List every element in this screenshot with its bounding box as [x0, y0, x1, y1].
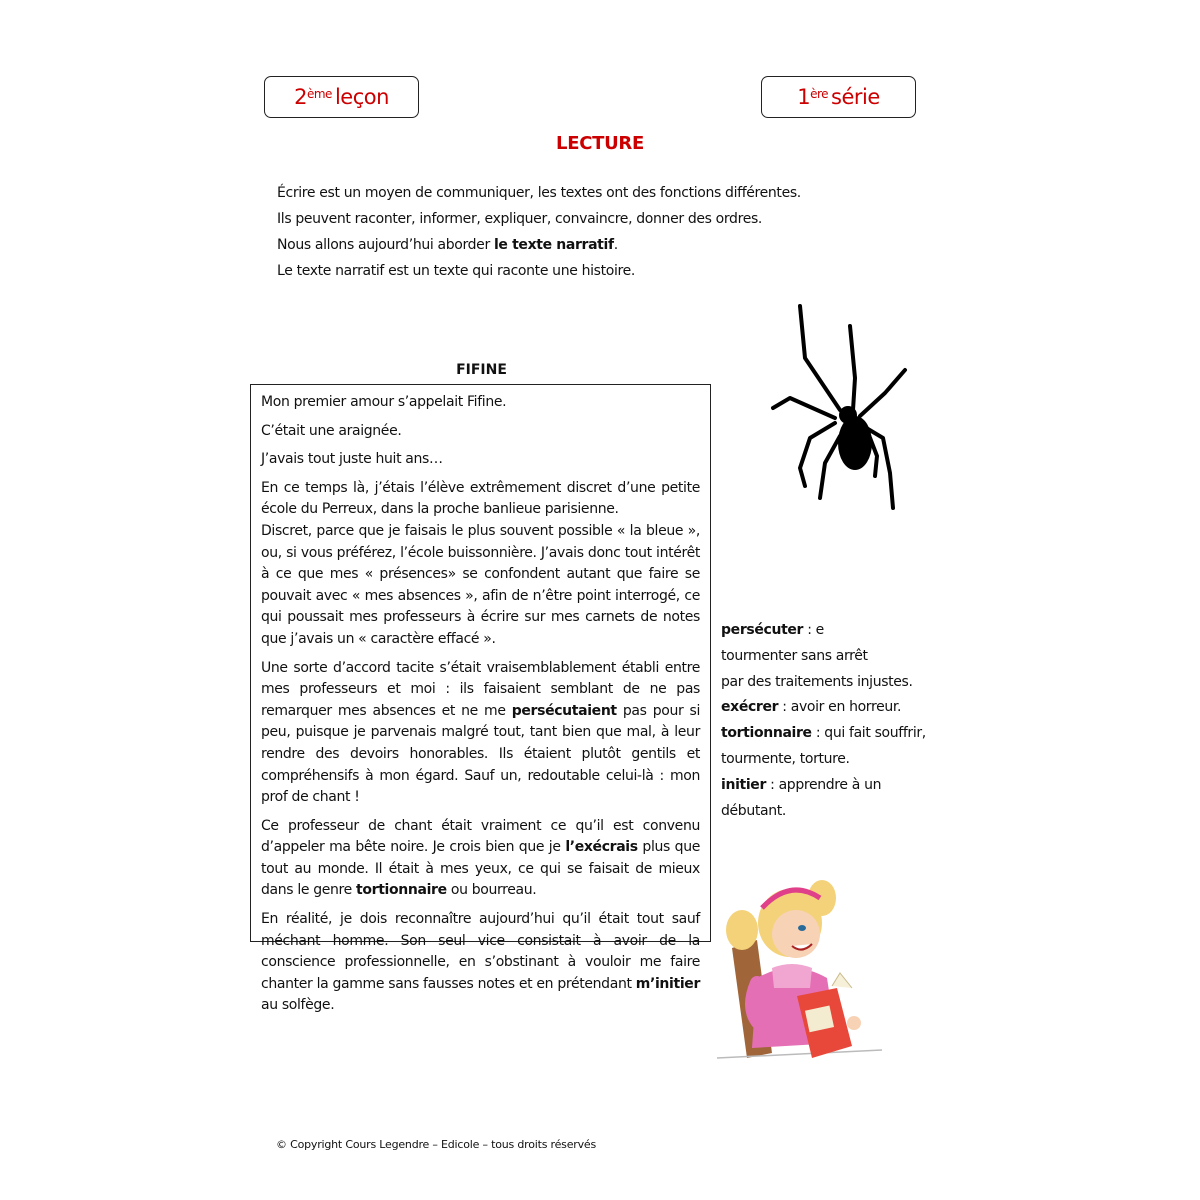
glossary-term: exécrer: [721, 699, 779, 716]
glossary-def: : avoir en horreur.: [778, 699, 902, 716]
story-paragraph: [261, 658, 700, 809]
story-paragraph: [261, 909, 700, 1017]
story-paragraph: J’avais tout juste huit ans…: [261, 451, 443, 468]
intro-line: Le texte narratif est un texte qui raconte une histoire.: [277, 263, 635, 279]
story-title: FIFINE: [456, 362, 507, 378]
story-paragraph: [261, 816, 700, 902]
series-suffix: ère: [810, 87, 829, 101]
vocab-term: m’initier: [635, 975, 700, 992]
series-number: 1: [797, 85, 811, 109]
story-text: au solfège.: [261, 997, 335, 1014]
story-text: plus que tout au monde. Il était à mes yeux, ce qui se faisait de mieux dans le genre: [261, 839, 700, 899]
story-text-box: [250, 384, 711, 1014]
glossary-term: initier: [721, 776, 767, 793]
glossary-def: : qui fait souffrir,: [811, 725, 926, 742]
lesson-badge: [264, 76, 419, 118]
glossary: [721, 618, 936, 824]
glossary-entry: [721, 773, 936, 799]
series-label: série: [831, 85, 880, 109]
girl-reading-image: [712, 868, 887, 1076]
story-paragraph: C’était une araignée.: [261, 422, 402, 439]
page-title: LECTURE: [556, 133, 644, 154]
story-text: En réalité, je dois reconnaître aujourd’hui qu’il était tout sauf méchant homme. Son seul vice consistait à avoir de la conscience professionnelle, en s’obstinant à vouloir me faire chanter la gamme sans fausses notes et en prétendant: [261, 911, 700, 992]
story-text: Une sorte d’accord tacite s’était vraisemblablement établi entre mes professeurs et moi : ils faisaient semblant de ne pas remarquer mes absences et ne me: [261, 659, 700, 719]
lesson-suffix: ème: [306, 87, 332, 101]
vocab-term: persécutaient: [511, 702, 617, 719]
glossary-entry: [721, 695, 936, 721]
story-text: Ce professeur de chant était vraiment ce qu’il est convenu d’appeler ma bête noire. Je crois bien que je: [261, 817, 700, 856]
lesson-number: 2: [294, 85, 307, 109]
intro-text: [277, 180, 801, 284]
vocab-term: tortionnaire: [356, 882, 447, 899]
intro-text-span: Nous allons aujourd’hui aborder: [277, 237, 494, 253]
glossary-def-line: tourmenter sans arrêt: [721, 647, 868, 664]
lesson-label: leçon: [334, 85, 389, 109]
intro-bold-term: le texte narratif: [493, 237, 614, 253]
series-badge: [761, 76, 916, 118]
intro-line: [277, 232, 801, 258]
story-text: ou bourreau.: [446, 882, 537, 899]
vocab-term: l’exécrais: [565, 839, 638, 856]
glossary-term: persécuter: [721, 622, 804, 638]
intro-line: Ils peuvent raconter, informer, expliquer, convaincre, donner des ordres.: [277, 211, 762, 227]
glossary-def-line: tourmente, torture.: [721, 750, 850, 767]
story-text: En ce temps là, j’étais l’élève extrêmement discret d’une petite école du Perreux, dans la proche banlieue parisienne.: [261, 479, 700, 518]
intro-text-span: .: [613, 237, 618, 253]
glossary-def: : apprendre à un: [766, 776, 882, 793]
glossary-term: tortionnaire: [721, 725, 812, 742]
story-text: Discret, parce que je faisais le plus souvent possible « la bleue », ou, si vous préférez, l’école buissonnière. J’avais donc tout intérêt à ce que mes « présences» se confondent autant que faire se pouvait avec « mes absences », afin de n’être point interrogé, ce qui poussait mes professeurs à écrire sur mes carnets de notes que j’avais un « caractère effacé ».: [261, 522, 700, 647]
story-paragraph: [261, 478, 700, 651]
glossary-def-line: par des traitements injustes.: [721, 673, 913, 690]
story-paragraph: Mon premier amour s’appelait Fifine.: [261, 394, 507, 410]
glossary-def: : e: [803, 622, 824, 638]
copyright-footer: © Copyright Cours Legendre – Edicole – tous droits réservés: [276, 1138, 597, 1151]
story-text: pas pour si peu, puisque je parvenais malgré tout, tant bien que mal, à leur rendre des devoirs honorables. Ils étaient plutôt gentils et compréhensifs à mon égard. Sauf un, redoutable celui-là : mon prof de chant !: [261, 702, 700, 806]
intro-line: Écrire est un moyen de communiquer, les textes ont des fonctions différentes.: [277, 185, 801, 201]
glossary-entry: [721, 721, 936, 747]
glossary-def-line: débutant.: [721, 802, 786, 819]
spider-image: [755, 298, 930, 516]
glossary-entry: [721, 618, 936, 644]
